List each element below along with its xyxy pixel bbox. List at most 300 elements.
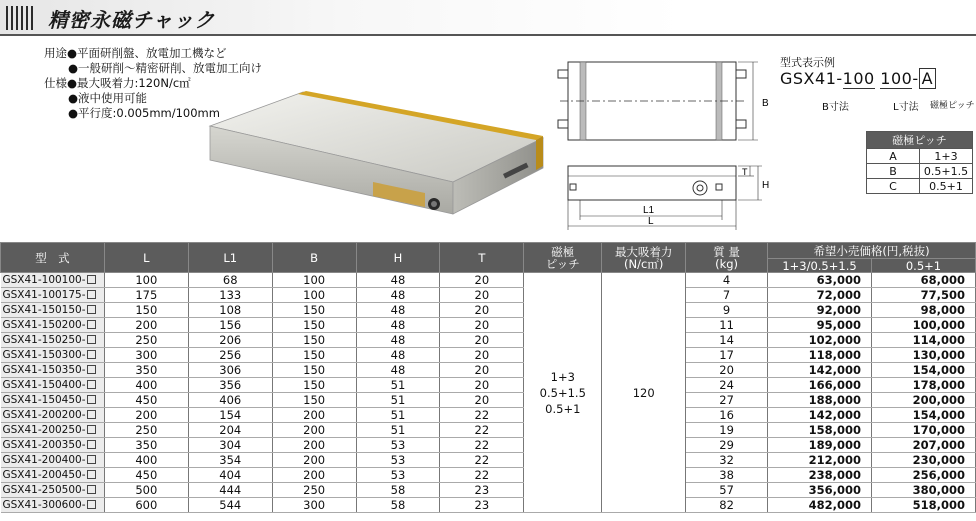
l-cell <box>104 483 188 498</box>
t-cell-text: 23 <box>474 498 490 512</box>
l1-cell <box>188 348 272 363</box>
l1-cell <box>188 483 272 498</box>
l-cell-text: 200 <box>135 408 158 422</box>
b-cell <box>272 453 356 468</box>
l1-cell-text: 306 <box>219 363 242 377</box>
use-line-2: ●一般研削～精密研削、放電加工向け <box>68 61 263 75</box>
h-cell-text: 53 <box>390 468 406 482</box>
model-cell-text: GSX41-150300- <box>2 349 86 361</box>
t-cell-text: 20 <box>474 363 490 377</box>
price-a-cell: 166,000 <box>768 378 872 393</box>
price-a-cell: 158,000 <box>768 423 872 438</box>
weight-cell: 17 <box>686 348 768 363</box>
t-cell <box>440 378 524 393</box>
spec-line-1: 仕様●最大吸着力:120N/c㎡ <box>44 76 191 90</box>
price-a-cell: 356,000 <box>768 483 872 498</box>
l1-cell <box>188 378 272 393</box>
b-cell <box>272 363 356 378</box>
b-cell <box>272 303 356 318</box>
l1-cell-text: 354 <box>219 453 242 467</box>
model-cell <box>1 273 105 288</box>
model-example-code <box>780 68 936 89</box>
price-b-cell: 207,000 <box>871 438 975 453</box>
t-cell-text: 20 <box>474 303 490 317</box>
pitch-placeholder-box <box>87 425 96 434</box>
col-weight: 質 量 (kg) <box>686 243 768 273</box>
pitch-value: 0.5+1 <box>920 179 973 194</box>
l-cell-text: 350 <box>135 363 158 377</box>
spec-price-table <box>0 242 976 513</box>
table-row <box>1 483 976 498</box>
model-cell <box>1 378 105 393</box>
model-cell <box>1 363 105 378</box>
model-cell-text: GSX41-100100- <box>2 274 86 286</box>
h-cell <box>356 423 440 438</box>
l-cell <box>104 333 188 348</box>
l1-cell-text: 256 <box>219 348 242 362</box>
weight-cell: 24 <box>686 378 768 393</box>
model-cell-text: GSX41-200350- <box>2 439 86 451</box>
table-row <box>1 423 976 438</box>
pitch-placeholder-box <box>87 365 96 374</box>
l1-cell <box>188 393 272 408</box>
table-row <box>1 318 976 333</box>
t-cell-text: 22 <box>474 438 490 452</box>
t-cell <box>440 273 524 288</box>
t-cell <box>440 303 524 318</box>
l1-cell-text: 304 <box>219 438 242 452</box>
weight-cell: 7 <box>686 288 768 303</box>
model-base: GSX41- <box>780 69 843 88</box>
b-cell <box>272 318 356 333</box>
col-h: H <box>356 243 440 273</box>
t-cell <box>440 498 524 513</box>
l-cell-text: 100 <box>135 273 158 287</box>
h-cell <box>356 438 440 453</box>
model-cell-text: GSX41-250500- <box>2 484 86 496</box>
b-cell-text: 150 <box>303 303 326 317</box>
price-b-cell: 68,000 <box>871 273 975 288</box>
t-cell <box>440 468 524 483</box>
l1-cell <box>188 438 272 453</box>
b-dim-label: B寸法 <box>822 102 849 113</box>
model-cell-text: GSX41-200400- <box>2 454 86 466</box>
b-cell <box>272 288 356 303</box>
price-b-cell: 170,000 <box>871 423 975 438</box>
model-cell <box>1 288 105 303</box>
h-cell-text: 51 <box>390 408 406 422</box>
pitch-placeholder-box <box>87 500 96 509</box>
l-cell-text: 400 <box>135 378 158 392</box>
model-cell-text: GSX41-100175- <box>2 289 86 301</box>
pitch-row <box>867 149 973 164</box>
weight-cell: 9 <box>686 303 768 318</box>
l1-cell <box>188 318 272 333</box>
pitch-value: 0.5+1.5 <box>920 164 973 179</box>
t-cell <box>440 408 524 423</box>
page-title: 精密永磁チャック <box>48 8 216 32</box>
l1-cell-text: 108 <box>219 303 242 317</box>
b-cell-text: 100 <box>303 273 326 287</box>
h-cell <box>356 468 440 483</box>
price-b-cell: 114,000 <box>871 333 975 348</box>
b-cell-text: 200 <box>303 468 326 482</box>
l1-cell <box>188 288 272 303</box>
t-cell-text: 20 <box>474 333 490 347</box>
model-cell <box>1 318 105 333</box>
table-row <box>1 408 976 423</box>
l-cell <box>104 408 188 423</box>
l-cell-text: 450 <box>135 468 158 482</box>
t-cell-text: 20 <box>474 273 490 287</box>
weight-cell: 27 <box>686 393 768 408</box>
b-cell <box>272 498 356 513</box>
table-row <box>1 363 976 378</box>
price-a-cell: 142,000 <box>768 363 872 378</box>
price-a-cell: 238,000 <box>768 468 872 483</box>
t-cell-text: 20 <box>474 288 490 302</box>
header-divider <box>0 34 976 36</box>
l-cell <box>104 423 188 438</box>
h-cell <box>356 498 440 513</box>
weight-cell: 16 <box>686 408 768 423</box>
col-force: 最大吸着力 (N/c㎡) <box>602 243 686 273</box>
model-cell <box>1 408 105 423</box>
b-cell-text: 150 <box>303 378 326 392</box>
table-row <box>1 333 976 348</box>
h-cell <box>356 348 440 363</box>
price-b-cell: 98,000 <box>871 303 975 318</box>
l1-cell <box>188 363 272 378</box>
price-b-cell: 380,000 <box>871 483 975 498</box>
pitch-placeholder-box <box>87 290 96 299</box>
col-l1: L1 <box>188 243 272 273</box>
weight-cell: 14 <box>686 333 768 348</box>
table-row <box>1 393 976 408</box>
h-cell-text: 48 <box>390 288 406 302</box>
h-cell-text: 51 <box>390 393 406 407</box>
table-row <box>1 303 976 318</box>
h-cell <box>356 318 440 333</box>
pitch-placeholder-box <box>87 320 96 329</box>
price-b-cell: 230,000 <box>871 453 975 468</box>
t-cell <box>440 423 524 438</box>
pitch-placeholder-box <box>87 275 96 284</box>
pitch-row <box>867 179 973 194</box>
pitch-placeholder-box <box>87 380 96 389</box>
model-cell <box>1 423 105 438</box>
model-pitch-part: A <box>919 68 936 89</box>
b-cell <box>272 438 356 453</box>
price-a-cell: 482,000 <box>768 498 872 513</box>
l-cell <box>104 348 188 363</box>
h-cell-text: 48 <box>390 303 406 317</box>
l1-cell <box>188 498 272 513</box>
col-t: T <box>440 243 524 273</box>
b-cell-text: 150 <box>303 333 326 347</box>
model-cell <box>1 468 105 483</box>
pitch-row <box>867 164 973 179</box>
l-cell <box>104 303 188 318</box>
t-cell-text: 22 <box>474 408 490 422</box>
model-cell <box>1 348 105 363</box>
l-cell-text: 175 <box>135 288 158 302</box>
dim-h-label: H <box>762 180 770 191</box>
model-cell <box>1 498 105 513</box>
t-cell-text: 20 <box>474 318 490 332</box>
header-stripe-icon <box>6 6 36 30</box>
weight-cell: 11 <box>686 318 768 333</box>
b-cell-text: 150 <box>303 348 326 362</box>
h-cell <box>356 453 440 468</box>
model-example-caption: 型式表示例 <box>780 56 835 69</box>
weight-cell: 19 <box>686 423 768 438</box>
h-cell-text: 48 <box>390 348 406 362</box>
table-row <box>1 468 976 483</box>
h-cell <box>356 393 440 408</box>
model-cell <box>1 393 105 408</box>
pitch-placeholder-box <box>87 440 96 449</box>
table-row <box>1 273 976 288</box>
price-b-cell: 200,000 <box>871 393 975 408</box>
l1-cell <box>188 453 272 468</box>
weight-cell: 57 <box>686 483 768 498</box>
price-b-cell: 100,000 <box>871 318 975 333</box>
model-cell <box>1 333 105 348</box>
l1-cell-text: 356 <box>219 378 242 392</box>
pitch-placeholder-box <box>87 410 96 419</box>
col-price: 希望小売価格(円,税抜) <box>768 243 976 259</box>
l-cell <box>104 363 188 378</box>
model-l-part: 100 <box>880 69 913 88</box>
b-cell <box>272 408 356 423</box>
b-cell <box>272 423 356 438</box>
l1-cell-text: 154 <box>219 408 242 422</box>
l-cell <box>104 318 188 333</box>
pitch-placeholder-box <box>87 485 96 494</box>
pitch-placeholder-box <box>87 335 96 344</box>
pitch-dim-label: 磁極ピッチ <box>930 101 975 111</box>
b-cell <box>272 273 356 288</box>
h-cell <box>356 273 440 288</box>
t-cell <box>440 348 524 363</box>
force-merged-cell: 120 <box>602 273 686 513</box>
weight-cell: 29 <box>686 438 768 453</box>
h-cell-text: 48 <box>390 333 406 347</box>
pitch-code: C <box>867 179 920 194</box>
h-cell <box>356 408 440 423</box>
l1-cell-text: 133 <box>219 288 242 302</box>
model-cell-text: GSX41-150400- <box>2 379 86 391</box>
l-cell-text: 600 <box>135 498 158 512</box>
t-cell <box>440 363 524 378</box>
l-cell <box>104 438 188 453</box>
spec-line-3: ●平行度:0.005mm/100mm <box>68 106 220 120</box>
h-cell <box>356 483 440 498</box>
b-cell-text: 200 <box>303 423 326 437</box>
table-row <box>1 378 976 393</box>
col-pitch: 磁極 ピッチ <box>524 243 602 273</box>
weight-cell: 20 <box>686 363 768 378</box>
l1-cell <box>188 423 272 438</box>
price-a-cell: 189,000 <box>768 438 872 453</box>
model-b-part: 100 <box>842 69 875 88</box>
model-cell <box>1 483 105 498</box>
h-cell <box>356 363 440 378</box>
h-cell <box>356 303 440 318</box>
weight-cell: 32 <box>686 453 768 468</box>
l-cell-text: 500 <box>135 483 158 497</box>
l-cell-text: 450 <box>135 393 158 407</box>
model-cell-text: GSX41-300600- <box>2 499 86 511</box>
price-a-cell: 142,000 <box>768 408 872 423</box>
l1-cell <box>188 468 272 483</box>
h-cell-text: 48 <box>390 318 406 332</box>
h-cell-text: 53 <box>390 453 406 467</box>
weight-cell: 4 <box>686 273 768 288</box>
price-b-cell: 518,000 <box>871 498 975 513</box>
chuck-product-image <box>198 86 548 226</box>
price-a-cell: 63,000 <box>768 273 872 288</box>
price-a-cell: 188,000 <box>768 393 872 408</box>
b-cell-text: 250 <box>303 483 326 497</box>
h-cell <box>356 378 440 393</box>
b-cell-text: 200 <box>303 453 326 467</box>
l-cell-text: 200 <box>135 318 158 332</box>
b-cell-text: 200 <box>303 408 326 422</box>
l1-cell-text: 156 <box>219 318 242 332</box>
l-cell-text: 150 <box>135 303 158 317</box>
l1-cell-text: 204 <box>219 423 242 437</box>
model-cell-text: GSX41-200200- <box>2 409 86 421</box>
technical-drawing <box>540 48 780 238</box>
pitch-placeholder-box <box>87 350 96 359</box>
t-cell <box>440 393 524 408</box>
t-cell <box>440 453 524 468</box>
t-cell <box>440 333 524 348</box>
pitch-code: B <box>867 164 920 179</box>
t-cell-text: 20 <box>474 393 490 407</box>
b-cell-text: 100 <box>303 288 326 302</box>
b-cell-text: 300 <box>303 498 326 512</box>
l1-cell <box>188 408 272 423</box>
b-cell-text: 150 <box>303 318 326 332</box>
pitch-merged-cell: 1+3 0.5+1.5 0.5+1 <box>524 273 602 513</box>
b-cell <box>272 393 356 408</box>
l-dim-label: L寸法 <box>893 102 919 113</box>
col-price-b: 0.5+1 <box>871 259 975 273</box>
b-cell <box>272 348 356 363</box>
dim-l1-label: L1 <box>643 205 655 216</box>
price-b-cell: 178,000 <box>871 378 975 393</box>
b-cell <box>272 333 356 348</box>
h-cell <box>356 288 440 303</box>
pitch-placeholder-box <box>87 470 96 479</box>
model-cell <box>1 303 105 318</box>
l-cell-text: 400 <box>135 453 158 467</box>
t-cell-text: 20 <box>474 348 490 362</box>
model-cell-text: GSX41-150250- <box>2 334 86 346</box>
l1-cell-text: 406 <box>219 393 242 407</box>
t-cell-text: 22 <box>474 468 490 482</box>
l-cell-text: 250 <box>135 423 158 437</box>
l-cell-text: 300 <box>135 348 158 362</box>
price-b-cell: 256,000 <box>871 468 975 483</box>
weight-cell: 82 <box>686 498 768 513</box>
price-a-cell: 92,000 <box>768 303 872 318</box>
pitch-table-header: 磁極ピッチ <box>867 132 973 149</box>
pitch-placeholder-box <box>87 455 96 464</box>
price-a-cell: 102,000 <box>768 333 872 348</box>
price-b-cell: 77,500 <box>871 288 975 303</box>
page-header <box>0 0 976 36</box>
l1-cell-text: 404 <box>219 468 242 482</box>
model-cell-text: GSX41-150150- <box>2 304 86 316</box>
l-cell <box>104 468 188 483</box>
l1-cell-text: 68 <box>222 273 238 287</box>
table-row <box>1 348 976 363</box>
l-cell <box>104 288 188 303</box>
l1-cell <box>188 273 272 288</box>
b-cell <box>272 378 356 393</box>
price-b-cell: 154,000 <box>871 408 975 423</box>
t-cell <box>440 318 524 333</box>
t-cell <box>440 288 524 303</box>
h-cell-text: 51 <box>390 378 406 392</box>
h-cell-text: 53 <box>390 438 406 452</box>
model-cell <box>1 453 105 468</box>
table-row <box>1 438 976 453</box>
col-b: B <box>272 243 356 273</box>
t-cell-text: 23 <box>474 483 490 497</box>
t-cell-text: 20 <box>474 378 490 392</box>
h-cell-text: 58 <box>390 483 406 497</box>
l-cell <box>104 453 188 468</box>
h-cell-text: 58 <box>390 498 406 512</box>
col-l: L <box>104 243 188 273</box>
h-cell-text: 48 <box>390 273 406 287</box>
pitch-code: A <box>867 149 920 164</box>
model-cell-text: GSX41-150350- <box>2 364 86 376</box>
t-cell <box>440 438 524 453</box>
use-line-1: 用途●平面研削盤、放電加工機など <box>44 46 227 60</box>
price-a-cell: 72,000 <box>768 288 872 303</box>
b-cell <box>272 483 356 498</box>
b-cell <box>272 468 356 483</box>
spec-line-2: ●液中使用可能 <box>68 91 148 105</box>
l1-cell <box>188 333 272 348</box>
price-a-cell: 118,000 <box>768 348 872 363</box>
t-cell-text: 22 <box>474 423 490 437</box>
col-model: 型 式 <box>1 243 105 273</box>
dim-l-label: L <box>648 216 654 227</box>
l-cell <box>104 378 188 393</box>
l-cell <box>104 393 188 408</box>
model-dash: - <box>912 69 919 88</box>
col-price-a: 1+3/0.5+1.5 <box>768 259 872 273</box>
l1-cell-text: 206 <box>219 333 242 347</box>
h-cell-text: 48 <box>390 363 406 377</box>
pitch-placeholder-box <box>87 395 96 404</box>
price-b-cell: 154,000 <box>871 363 975 378</box>
weight-cell: 38 <box>686 468 768 483</box>
l1-cell-text: 444 <box>219 483 242 497</box>
pitch-table <box>866 131 973 194</box>
model-cell-text: GSX41-200450- <box>2 469 86 481</box>
pitch-placeholder-box <box>87 305 96 314</box>
h-cell-text: 51 <box>390 423 406 437</box>
pitch-value: 1+3 <box>920 149 973 164</box>
